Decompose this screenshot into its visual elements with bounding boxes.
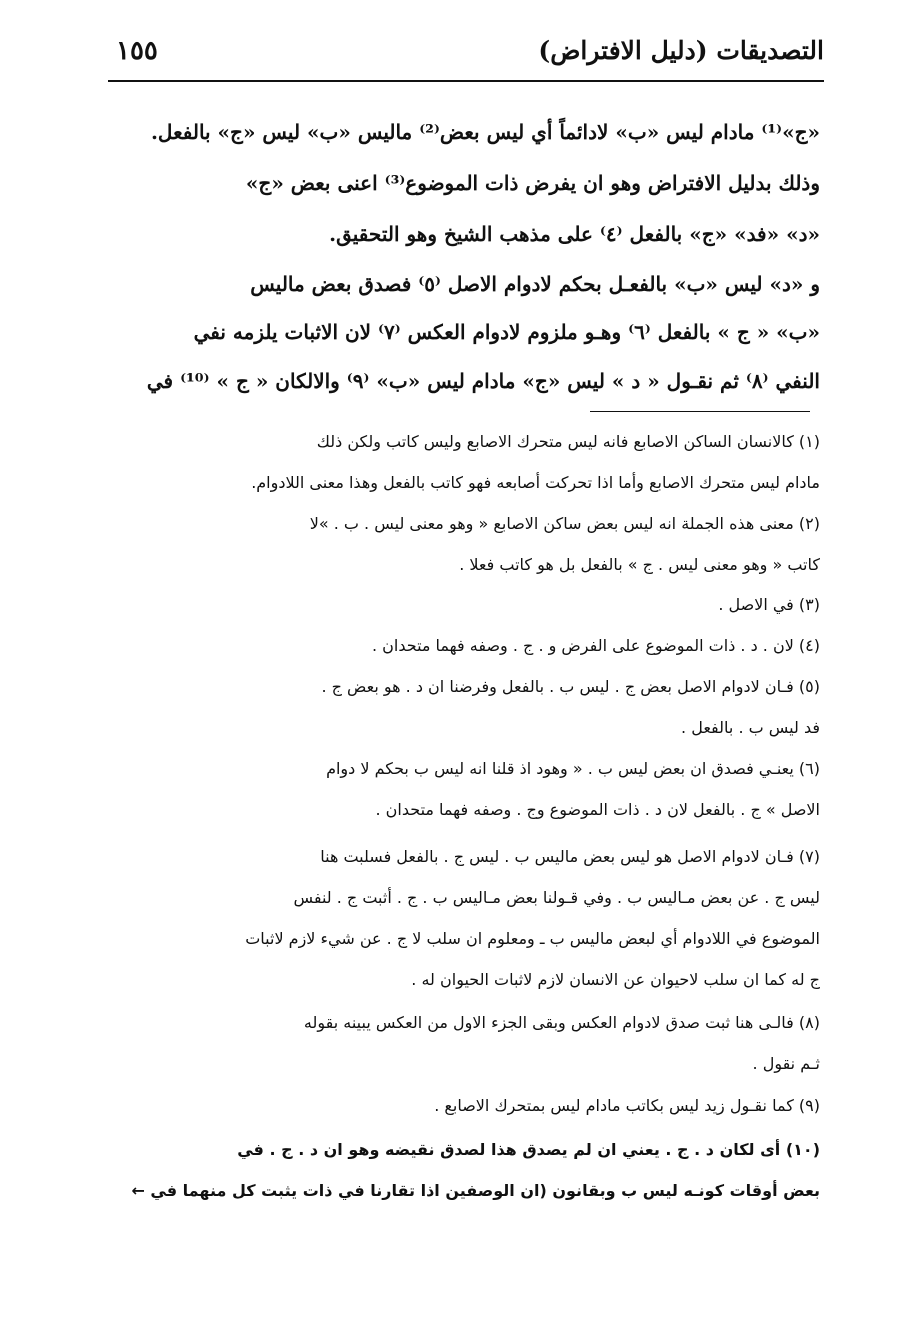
- footnote-line: (٤) لان . د . ذات الموضوع على الفرض و . ج . وصفه فهما متحدان .: [371, 636, 820, 655]
- footnote-line: بعض أوقات كونـه ليس ب وبقانون (ان الوصفين اذا تقارنا في ذات يثبت كل منهما في ←: [131, 1181, 820, 1200]
- footnote-line: ليس ج . عن بعض مـاليس ب . وفي قـولنا بعض مـاليس ب . ج . أثبت ج . لنفس: [293, 888, 820, 907]
- body-line: «ب» « ج » بالفعل ⁽٦⁾ وهـو ملزوم لادوام العكس ⁽٧⁾ لان الاثبات يلزمه نفي: [193, 320, 820, 344]
- footnote-line: (٦) يعنـي فصدق ان بعض ليس ب . « وهود اذ قلنا انه ليس ب بحكم لا دوام: [326, 759, 820, 778]
- footnote-line: (٧) فـان لادوام الاصل هو ليس بعض ماليس ب . ليس ج . بالفعل فسلبت هنا: [320, 847, 820, 866]
- page-header: [108, 30, 824, 82]
- footnote-line: (١) كالانسان الساكن الاصابع فانه ليس متحرك الاصابع وليس كاتب ولكن ذلك: [316, 432, 820, 451]
- footnote-line: الموضوع في اللادوام أي لبعض ماليس ب ـ ومعلوم ان سلب لا ج . عن شيء لازم لاثبات: [245, 929, 820, 948]
- body-line: «ج»⁽¹⁾ مادام ليس «ب» لادائماً أي ليس بعض⁽²⁾ ماليس «ب» ليس «ج» بالفعل.: [150, 120, 820, 144]
- footnote-separator: [590, 411, 810, 412]
- footnote-line: (١٠) أى لكان د . ج . يعني ان لم يصدق هذا لصدق نقيضه وهو ان د . ج . في: [237, 1140, 820, 1159]
- footnote-line: كاتب « وهو معنى ليس . ج » بالفعل بل هو كاتب فعلا .: [459, 555, 820, 574]
- footnote-line: ج له كما ان سلب لاحيوان عن الانسان لازم لاثبات الحيوان له .: [411, 970, 820, 989]
- footnote-line: مادام ليس متحرك الاصابع وأما اذا تحركت أصابعه فهو كاتب بالفعل وهذا معنى اللادوام.: [251, 473, 820, 492]
- footnote-line: (٣) في الاصل .: [718, 595, 820, 614]
- footnote-line: ثـم نقول .: [752, 1054, 820, 1073]
- footnote-line: (٥) فـان لادوام الاصل بعض ج . ليس ب . بالفعل وفرضنا ان د . هو بعض ج .: [321, 677, 820, 696]
- body-line: النفي ⁽٨⁾ ثم نقـول « د » ليس «ج» مادام ليس «ب» ⁽٩⁾ والالكان « ج » ⁽¹⁰⁾ في: [146, 369, 820, 393]
- body-line: و «د» ليس «ب» بالفعـل بحكم لادوام الاصل ⁽٥⁾ فصدق بعض ماليس: [250, 272, 820, 296]
- footnote-line: الاصل » ج . بالفعل لان د . ذات الموضوع وج . وصفه فهما متحدان .: [375, 800, 820, 819]
- footnote-line: (٨) فالـى هنا ثبت صدق لادوام العكس وبقى الجزء الاول من العكس يبينه بقوله: [303, 1013, 820, 1032]
- body-line: «د» «فد» «ج» بالفعل ⁽٤⁾ على مذهب الشيخ وهو التحقيق.: [329, 222, 820, 246]
- footnote-line: فد ليس ب . بالفعل .: [681, 718, 820, 737]
- running-title: التصديقات (دليل الافتراض): [538, 36, 824, 65]
- footnote-line: (٩) كما نقـول زيد ليس بكاتب مادام ليس بمتحرك الاصابع .: [434, 1096, 820, 1115]
- body-line: وذلك بدليل الافتراض وهو ان يفرض ذات الموضوع⁽³⁾ اعنى بعض «ج»: [245, 171, 820, 195]
- page-number: ١٥٥: [116, 36, 158, 66]
- footnote-line: (٢) معنى هذه الجملة انه ليس بعض ساكن الاصابع « وهو معنى ليس . ب . »لا: [309, 514, 820, 533]
